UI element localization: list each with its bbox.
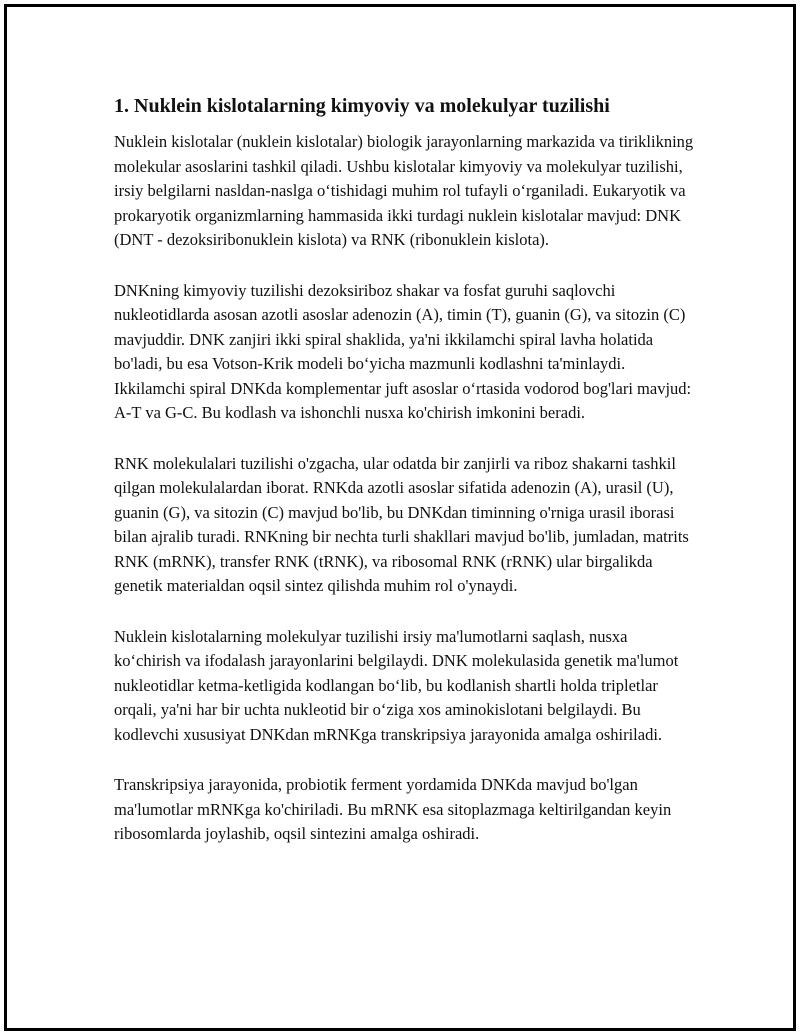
paragraph-molecular-structure: Nuklein kislotalarning molekulyar tuzilishi irsiy ma'lumotlarni saqlash, nusxa ko‘chirish va ifodalash jarayonlarini belgilaydi. DNK molekulasida genetik ma'lumot nukleotidlar ketma-ketligida kodlangan bo‘lib, bu kodlanish shartli holda tripletlar orqali, ya'ni har bir uchta nukleotid bir o‘ziga xos aminokislotani belgilaydi. Bu kodlevchi xususiyat DNKdan mRNKga transkripsiya jarayonida amalga oshiriladi.: [114, 626, 679, 744]
paragraph-intro: Nuklein kislotalar (nuklein kislotalar) biologik jarayonlarning markazida va tiriklikning molekular asoslarini tashkil qiladi. Ushbu kislotalar kimyoviy va molekulyar tuzilishi, irsiy belgilarni nasldan-naslga o‘tishidagi muhim rol tufayli o‘rganiladi. Eukaryotik va prokaryotik organizmlarning hammasida ikki turdagi nuklein kislotalar mavjud: DNK (DNT - dezoksiribonuklein kislota) va RNK (ribonuklein kislota).: [114, 132, 694, 249]
document-body: [114, 92, 694, 873]
paragraph-dna-structure: DNKning kimyoviy tuzilishi dezoksiriboz shakar va fosfat guruhi saqlovchi nukleotidlarda asosan azotli asoslar adenozin (A), timin (T), guanin (G), va sitozin (C) mavjuddir. DNK zanjiri ikki spiral shaklida, ya'ni ikkilamchi spiral lavha holatida bo'ladi, bu esa Votson-Krik modeli bo‘yicha mazmunli kodlashni ta'minlaydi. Ikkilamchi spiral DNKda komplementar juft asoslar o‘rtasida vodorod bog'lari mavjud: A-T va G-C. Bu kodlash va ishonchli nusxa ko'chirish imkonini beradi.: [114, 280, 692, 422]
paragraph-rna-structure: RNK molekulalari tuzilishi o'zgacha, ular odatda bir zanjirli va riboz shakarni tashkil qilgan molekulalardan iborat. RNKda azotli asoslar sifatida adenozin (A), urasil (U), guanin (G), va sitozin (C) mavjud bo'lib, bu DNKdan timinning o'rniga urasil iborasi bilan ajralib turadi. RNKning bir nechta turli shakllari mavjud bo'lib, jumladan, matrits RNK (mRNK), transfer RNK (tRNK), va ribosomal RNK (rRNK) ular birgalikda genetik materialdan oqsil sintez qilishda muhim rol o'ynaydi.: [114, 453, 689, 595]
paragraph-transcription: Transkripsiya jarayonida, probiotik ferment yordamida DNKda mavjud bo'lgan ma'lumotlar mRNKga ko'chiriladi. Bu mRNK esa sitoplazmaga keltirilgandan keyin ribosomlarda joylashib, oqsil sintezini amalga oshiradi.: [114, 775, 672, 843]
section-title: 1. Nuklein kislotalarning kimyoviy va molekulyar tuzilishi: [114, 95, 610, 117]
